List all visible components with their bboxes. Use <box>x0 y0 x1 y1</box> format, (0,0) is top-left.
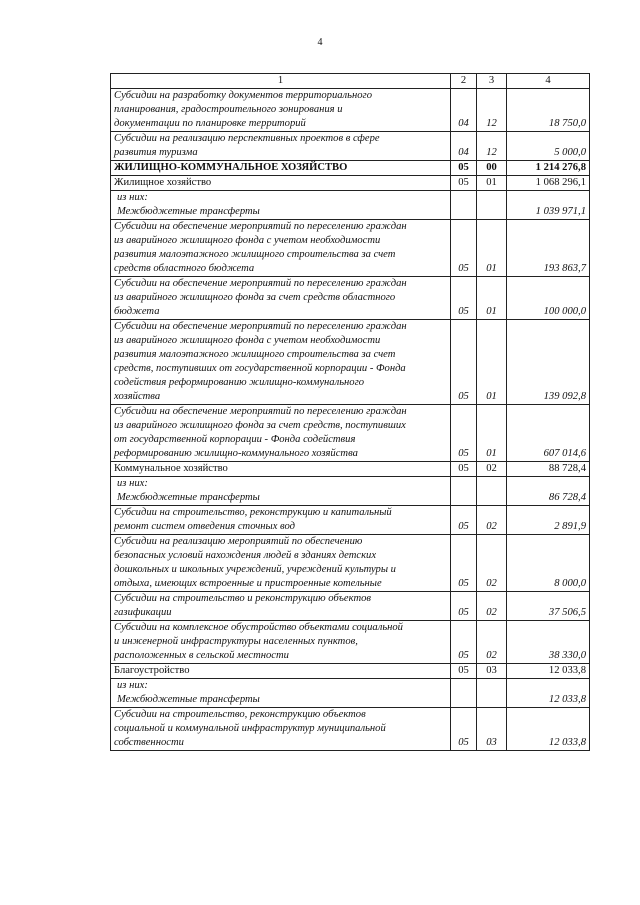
row-name-cell: Субсидии на строительство и реконструкцию объектов газификации <box>111 592 451 621</box>
row-amount-cell: 1 214 276,8 <box>507 161 590 176</box>
table-row <box>111 621 590 664</box>
table-row <box>111 220 590 277</box>
table-row <box>111 664 590 679</box>
row-name-cell: Субсидии на реализацию мероприятий по обеспечению безопасных условий нахождения людей в зданиях детских дошкольных и школьных учреждений, учреждений культуры и отдыха, имеющих встроенные и пристроенные котельные <box>111 535 451 592</box>
table-row <box>111 592 590 621</box>
row-amount-cell: 37 506,5 <box>507 592 590 621</box>
row-section-cell: 05 <box>451 277 477 320</box>
row-section-cell: 05 <box>451 462 477 477</box>
row-subsection-cell <box>477 679 507 708</box>
table-row <box>111 191 590 220</box>
row-subsection-cell: 01 <box>477 220 507 277</box>
row-amount-cell: 12 033,8 <box>507 679 590 708</box>
row-subsection-cell: 12 <box>477 132 507 161</box>
row-section-cell: 05 <box>451 708 477 751</box>
row-section-cell: 05 <box>451 664 477 679</box>
row-amount-cell: 1 068 296,1 <box>507 176 590 191</box>
row-name-cell: из них: Межбюджетные трансферты <box>111 477 451 506</box>
table-row <box>111 477 590 506</box>
header-cell-amount: 4 <box>507 74 590 89</box>
row-amount-cell: 18 750,0 <box>507 89 590 132</box>
row-section-cell <box>451 477 477 506</box>
row-amount-cell: 1 039 971,1 <box>507 191 590 220</box>
row-amount-cell: 607 014,6 <box>507 405 590 462</box>
row-section-cell: 05 <box>451 220 477 277</box>
row-subsection-cell: 12 <box>477 89 507 132</box>
row-name-cell: Субсидии на строительство, реконструкцию и капитальный ремонт систем отведения сточных вод <box>111 506 451 535</box>
row-amount-cell: 88 728,4 <box>507 462 590 477</box>
row-subsection-cell: 01 <box>477 320 507 405</box>
budget-table <box>110 73 590 751</box>
table-row <box>111 176 590 191</box>
row-subsection-cell: 02 <box>477 506 507 535</box>
header-cell-section: 2 <box>451 74 477 89</box>
row-section-cell: 05 <box>451 592 477 621</box>
table-row <box>111 277 590 320</box>
table-row <box>111 132 590 161</box>
row-name-cell: из них: Межбюджетные трансферты <box>111 679 451 708</box>
table-row <box>111 506 590 535</box>
row-subsection-cell: 01 <box>477 277 507 320</box>
row-section-cell: 05 <box>451 506 477 535</box>
page-number: 4 <box>317 37 323 48</box>
table-header-row <box>111 74 590 89</box>
row-section-cell: 05 <box>451 320 477 405</box>
table-row <box>111 708 590 751</box>
table-row <box>111 161 590 176</box>
row-name-cell: Жилищное хозяйство <box>111 176 451 191</box>
row-name-cell: Субсидии на комплексное обустройство объектами социальной и инженерной инфраструктуры населенных пунктов, расположенных в сельской местности <box>111 621 451 664</box>
row-subsection-cell: 03 <box>477 664 507 679</box>
row-name-cell: Субсидии на обеспечение мероприятий по переселению граждан из аварийного жилищного фонда за счет средств, поступивших от государственной корпорации - Фонда содействия реформированию жилищно-коммунального хозяйства <box>111 405 451 462</box>
header-cell-subsection: 3 <box>477 74 507 89</box>
row-name-cell: ЖИЛИЩНО-КОММУНАЛЬНОЕ ХОЗЯЙСТВО <box>111 161 451 176</box>
row-name-cell: Субсидии на строительство, реконструкцию объектов социальной и коммунальной инфраструктур муниципальной собственности <box>111 708 451 751</box>
row-subsection-cell <box>477 191 507 220</box>
row-section-cell: 04 <box>451 89 477 132</box>
row-amount-cell: 5 000,0 <box>507 132 590 161</box>
table-row <box>111 405 590 462</box>
row-subsection-cell: 02 <box>477 535 507 592</box>
row-subsection-cell: 02 <box>477 621 507 664</box>
row-amount-cell: 2 891,9 <box>507 506 590 535</box>
row-amount-cell: 8 000,0 <box>507 535 590 592</box>
row-section-cell <box>451 679 477 708</box>
row-section-cell: 05 <box>451 161 477 176</box>
row-amount-cell: 139 092,8 <box>507 320 590 405</box>
row-name-cell: из них: Межбюджетные трансферты <box>111 191 451 220</box>
row-subsection-cell: 01 <box>477 405 507 462</box>
table-row <box>111 535 590 592</box>
row-name-cell: Субсидии на реализацию перспективных проектов в сфере развития туризма <box>111 132 451 161</box>
row-amount-cell: 12 033,8 <box>507 708 590 751</box>
row-subsection-cell: 02 <box>477 592 507 621</box>
row-name-cell: Субсидии на обеспечение мероприятий по переселению граждан из аварийного жилищного фонда за счет средств областного бюджета <box>111 277 451 320</box>
row-name-cell: Субсидии на разработку документов территориального планирования, градостроительного зонирования и документации по планировке территорий <box>111 89 451 132</box>
table-row <box>111 462 590 477</box>
row-subsection-cell: 00 <box>477 161 507 176</box>
row-subsection-cell: 02 <box>477 462 507 477</box>
row-name-cell: Субсидии на обеспечение мероприятий по переселению граждан из аварийного жилищного фонда с учетом необходимости развития малоэтажного жилищного строительства за счет средств областного бюджета <box>111 220 451 277</box>
table-row <box>111 89 590 132</box>
row-name-cell: Благоустройство <box>111 664 451 679</box>
row-subsection-cell: 01 <box>477 176 507 191</box>
row-section-cell: 05 <box>451 176 477 191</box>
table-row <box>111 679 590 708</box>
row-amount-cell: 38 330,0 <box>507 621 590 664</box>
row-subsection-cell <box>477 477 507 506</box>
row-amount-cell: 193 863,7 <box>507 220 590 277</box>
row-amount-cell: 12 033,8 <box>507 664 590 679</box>
row-name-cell: Коммунальное хозяйство <box>111 462 451 477</box>
row-section-cell: 04 <box>451 132 477 161</box>
row-amount-cell: 100 000,0 <box>507 277 590 320</box>
row-section-cell <box>451 191 477 220</box>
row-section-cell: 05 <box>451 535 477 592</box>
header-cell-name: 1 <box>111 74 451 89</box>
row-amount-cell: 86 728,4 <box>507 477 590 506</box>
table-row <box>111 320 590 405</box>
row-section-cell: 05 <box>451 621 477 664</box>
row-subsection-cell: 03 <box>477 708 507 751</box>
row-name-cell: Субсидии на обеспечение мероприятий по переселению граждан из аварийного жилищного фонда с учетом необходимости развития малоэтажного жилищного строительства за счет средств, поступивших от государственной корпорации - Фонда содействия реформированию жилищно-коммунального хозяйства <box>111 320 451 405</box>
row-section-cell: 05 <box>451 405 477 462</box>
